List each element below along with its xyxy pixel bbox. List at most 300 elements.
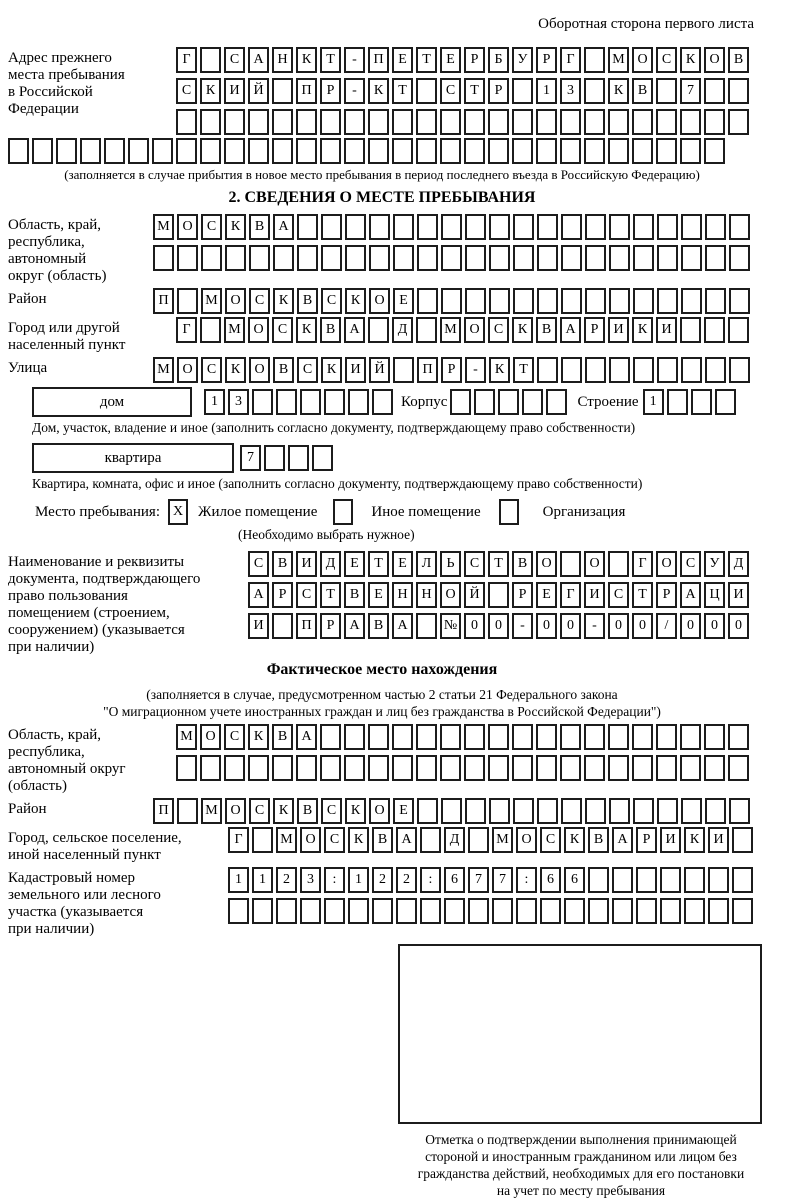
char-cell	[632, 138, 653, 164]
char-cell: М	[608, 47, 629, 73]
char-cell: М	[201, 798, 222, 824]
char-cell	[633, 288, 654, 314]
char-cell: Р	[584, 317, 605, 343]
back-side-note: Оборотная сторона первого листа	[538, 16, 754, 32]
char-cell: В	[272, 551, 293, 577]
char-cell: 0	[488, 613, 509, 639]
char-cell: 6	[444, 867, 465, 893]
char-cell	[536, 138, 557, 164]
char-cell	[680, 724, 701, 750]
char-cell	[249, 245, 270, 271]
char-cell: Т	[513, 357, 534, 383]
char-cell: Д	[728, 551, 749, 577]
actual-district-block	[8, 798, 756, 824]
char-cell	[177, 245, 198, 271]
char-cell: И	[248, 613, 269, 639]
char-cell	[417, 288, 438, 314]
char-cell: С	[249, 288, 270, 314]
char-cell	[608, 138, 629, 164]
char-cell	[513, 214, 534, 240]
char-cell: И	[660, 827, 681, 853]
char-cell: А	[392, 613, 413, 639]
prev-address-row-3	[176, 109, 749, 135]
district-label: Район	[8, 291, 47, 307]
prev-address-block	[8, 47, 756, 135]
char-cell	[273, 245, 294, 271]
char-cell	[729, 245, 750, 271]
char-cell: С	[248, 551, 269, 577]
char-cell	[392, 138, 413, 164]
actual-district-row	[153, 798, 750, 824]
label-line: республика,	[8, 234, 85, 250]
char-cell: Р	[636, 827, 657, 853]
stay-type-block	[35, 499, 756, 525]
document-row-1	[248, 551, 749, 577]
char-cell: 7	[680, 78, 701, 104]
char-cell: Н	[272, 47, 293, 73]
char-cell	[705, 357, 726, 383]
char-cell: М	[201, 288, 222, 314]
option-zhiloe-label: Жилое помещение	[198, 503, 318, 520]
actual-city-row	[228, 827, 753, 853]
char-cell	[248, 755, 269, 781]
char-cell: М	[153, 214, 174, 240]
char-cell	[200, 47, 221, 73]
char-cell	[732, 898, 753, 924]
char-cell	[564, 898, 585, 924]
char-cell: Е	[392, 47, 413, 73]
char-cell	[633, 357, 654, 383]
apartment-cells	[240, 445, 333, 471]
char-cell: Р	[272, 582, 293, 608]
char-cell	[681, 288, 702, 314]
char-cell: Р	[464, 47, 485, 73]
char-cell	[104, 138, 125, 164]
char-cell	[465, 214, 486, 240]
char-cell: К	[680, 47, 701, 73]
char-cell	[536, 724, 557, 750]
char-cell	[609, 245, 630, 271]
char-cell	[489, 288, 510, 314]
label-line: населенный пункт	[8, 337, 126, 353]
char-cell	[297, 214, 318, 240]
char-cell	[488, 138, 509, 164]
checkbox-inoe	[333, 499, 353, 525]
char-cell	[420, 898, 441, 924]
char-cell: Г	[560, 47, 581, 73]
char-cell: -	[344, 78, 365, 104]
char-cell	[176, 138, 197, 164]
char-cell	[252, 827, 273, 853]
char-cell: О	[248, 317, 269, 343]
char-cell	[128, 138, 149, 164]
char-cell: С	[201, 214, 222, 240]
char-cell: Н	[392, 582, 413, 608]
checkbox-organizatsiya	[499, 499, 519, 525]
label-line: Адрес прежнего	[8, 50, 112, 66]
char-cell	[368, 317, 389, 343]
char-cell: О	[369, 288, 390, 314]
actual-region-block	[8, 724, 756, 795]
char-cell	[560, 724, 581, 750]
char-cell: Т	[320, 47, 341, 73]
char-cell: Д	[320, 551, 341, 577]
char-cell	[252, 898, 273, 924]
char-cell: А	[612, 827, 633, 853]
char-cell	[537, 357, 558, 383]
char-cell: Г	[176, 317, 197, 343]
char-cell	[228, 898, 249, 924]
char-cell	[608, 551, 629, 577]
char-cell: И	[708, 827, 729, 853]
char-cell: Д	[444, 827, 465, 853]
char-cell	[561, 288, 582, 314]
label-line: при наличии)	[8, 639, 95, 655]
char-cell: В	[272, 724, 293, 750]
actual-region-label	[8, 724, 176, 795]
char-cell: :	[420, 867, 441, 893]
char-cell	[344, 138, 365, 164]
apartment-block	[32, 443, 756, 473]
char-cell	[729, 798, 750, 824]
char-cell	[657, 357, 678, 383]
label-line: Наименование и реквизиты	[8, 554, 185, 570]
char-cell: 1	[252, 867, 273, 893]
label-line: места пребывания	[8, 67, 125, 83]
char-cell: Д	[392, 317, 413, 343]
char-cell	[560, 109, 581, 135]
char-cell: 6	[540, 867, 561, 893]
char-cell: К	[225, 214, 246, 240]
char-cell: К	[489, 357, 510, 383]
char-cell	[152, 138, 173, 164]
char-cell	[441, 245, 462, 271]
char-cell	[729, 357, 750, 383]
char-cell	[498, 389, 519, 415]
char-cell	[540, 898, 561, 924]
char-cell	[176, 755, 197, 781]
char-cell: О	[177, 214, 198, 240]
char-cell	[516, 898, 537, 924]
char-cell	[272, 109, 293, 135]
region-rows	[153, 214, 750, 271]
char-cell	[344, 724, 365, 750]
char-cell	[704, 317, 725, 343]
char-cell: Т	[392, 78, 413, 104]
char-cell	[684, 867, 705, 893]
char-cell: О	[225, 288, 246, 314]
char-cell: -	[465, 357, 486, 383]
label-line: Федерации	[8, 101, 79, 117]
char-cell	[656, 138, 677, 164]
char-cell: Т	[488, 551, 509, 577]
char-cell: В	[320, 317, 341, 343]
char-cell: Р	[656, 582, 677, 608]
char-cell: О	[632, 47, 653, 73]
house-number-cells	[204, 389, 393, 415]
char-cell: Й	[248, 78, 269, 104]
char-cell	[312, 445, 333, 471]
char-cell	[348, 389, 369, 415]
registration-mark-box	[398, 944, 762, 1124]
char-cell: С	[176, 78, 197, 104]
char-cell	[560, 755, 581, 781]
char-cell	[441, 214, 462, 240]
label-line: документа, подтверждающего	[8, 571, 201, 587]
char-cell: Р	[320, 78, 341, 104]
char-cell: Е	[368, 582, 389, 608]
char-cell	[416, 138, 437, 164]
char-cell: У	[704, 551, 725, 577]
char-cell: 7	[468, 867, 489, 893]
label-line: участка (указывается	[8, 904, 144, 920]
char-cell: :	[324, 867, 345, 893]
char-cell	[464, 109, 485, 135]
char-cell	[32, 138, 53, 164]
char-cell	[636, 867, 657, 893]
char-cell: А	[296, 724, 317, 750]
char-cell: К	[684, 827, 705, 853]
char-cell	[704, 724, 725, 750]
char-cell: М	[153, 357, 174, 383]
char-cell: П	[153, 288, 174, 314]
label-line: земельного или лесного	[8, 887, 161, 903]
char-cell	[705, 214, 726, 240]
char-cell: 1	[204, 389, 225, 415]
char-cell	[8, 138, 29, 164]
char-cell	[656, 78, 677, 104]
char-cell: 0	[632, 613, 653, 639]
char-cell	[465, 245, 486, 271]
char-cell: О	[656, 551, 677, 577]
char-cell	[368, 138, 389, 164]
char-cell: 0	[536, 613, 557, 639]
char-cell	[248, 109, 269, 135]
char-cell	[296, 755, 317, 781]
char-cell	[681, 214, 702, 240]
char-cell: С	[321, 288, 342, 314]
char-cell	[225, 245, 246, 271]
char-cell: С	[608, 582, 629, 608]
char-cell: И	[296, 551, 317, 577]
char-cell	[392, 755, 413, 781]
char-cell: В	[512, 551, 533, 577]
char-cell: К	[273, 288, 294, 314]
char-cell	[708, 867, 729, 893]
char-cell: У	[512, 47, 533, 73]
char-cell: В	[297, 288, 318, 314]
char-cell: С	[201, 357, 222, 383]
char-cell	[440, 109, 461, 135]
char-cell	[656, 755, 677, 781]
label-line: автономный	[8, 251, 87, 267]
char-cell	[584, 78, 605, 104]
char-cell: О	[249, 357, 270, 383]
actual-location-title: Фактическое место нахождения	[266, 661, 498, 678]
char-cell: С	[297, 357, 318, 383]
char-cell	[667, 389, 688, 415]
char-cell	[657, 288, 678, 314]
char-cell	[348, 898, 369, 924]
char-cell	[609, 288, 630, 314]
label-line: при наличии)	[8, 921, 95, 937]
char-cell	[276, 389, 297, 415]
char-cell	[680, 109, 701, 135]
char-cell	[393, 245, 414, 271]
char-cell	[272, 755, 293, 781]
prev-address-label	[8, 47, 176, 118]
char-cell: К	[512, 317, 533, 343]
char-cell	[252, 389, 273, 415]
char-cell: В	[728, 47, 749, 73]
label-line: автономный округ	[8, 761, 126, 777]
label-line: Область, край,	[8, 217, 102, 233]
stay-type-hint: (Необходимо выбрать нужное)	[238, 527, 415, 542]
label-line: Город, сельское поселение,	[8, 830, 182, 846]
char-cell: 0	[728, 613, 749, 639]
char-cell	[609, 214, 630, 240]
char-cell	[612, 867, 633, 893]
char-cell	[417, 798, 438, 824]
char-cell	[704, 755, 725, 781]
option-organizatsiya-label: Организация	[542, 503, 626, 520]
region-block	[8, 214, 756, 285]
char-cell	[80, 138, 101, 164]
char-cell: А	[344, 613, 365, 639]
char-cell: П	[153, 798, 174, 824]
char-cell	[728, 109, 749, 135]
char-cell: 3	[560, 78, 581, 104]
char-cell	[680, 138, 701, 164]
char-cell	[417, 245, 438, 271]
label-line: сооружением) (указывается	[8, 622, 185, 638]
char-cell	[585, 245, 606, 271]
char-cell	[288, 445, 309, 471]
region-row-2	[153, 245, 750, 271]
char-cell	[657, 214, 678, 240]
char-cell	[728, 78, 749, 104]
char-cell	[324, 898, 345, 924]
char-cell	[608, 109, 629, 135]
char-cell	[488, 109, 509, 135]
char-cell: Г	[560, 582, 581, 608]
char-cell	[585, 288, 606, 314]
char-cell	[512, 724, 533, 750]
label-line: Отметка о подтверждении выполнения принимающей	[425, 1132, 737, 1147]
char-cell: 0	[704, 613, 725, 639]
char-cell	[368, 724, 389, 750]
char-cell	[512, 755, 533, 781]
char-cell	[441, 288, 462, 314]
char-cell	[320, 109, 341, 135]
actual-region-row-1	[176, 724, 749, 750]
char-cell	[728, 317, 749, 343]
stay-type-label: Место пребывания:	[35, 503, 160, 520]
label-line: стороной и иностранным гражданином или лицом без	[425, 1149, 737, 1164]
char-cell: К	[348, 827, 369, 853]
char-cell	[464, 138, 485, 164]
char-cell	[440, 138, 461, 164]
char-cell: С	[464, 551, 485, 577]
char-cell	[680, 317, 701, 343]
char-cell: -	[512, 613, 533, 639]
char-cell: И	[656, 317, 677, 343]
district-row	[153, 288, 750, 314]
stroenie-label: Строение	[577, 393, 639, 410]
char-cell	[416, 613, 437, 639]
char-cell	[416, 317, 437, 343]
char-cell: К	[296, 317, 317, 343]
char-cell: Е	[392, 551, 413, 577]
registration-mark-caption	[346, 1131, 800, 1199]
label-line: право пользования	[8, 588, 128, 604]
house-block	[32, 387, 756, 417]
label-line: на учет по месту пребывания	[496, 1183, 666, 1198]
char-cell: 0	[560, 613, 581, 639]
document-row-2	[248, 582, 749, 608]
char-cell	[656, 724, 677, 750]
char-cell: С	[296, 582, 317, 608]
char-cell: /	[656, 613, 677, 639]
house-type-box: дом	[32, 387, 192, 417]
char-cell	[369, 214, 390, 240]
char-cell: А	[396, 827, 417, 853]
char-cell: С	[321, 798, 342, 824]
char-cell	[320, 724, 341, 750]
char-cell	[474, 389, 495, 415]
char-cell	[708, 898, 729, 924]
char-cell	[705, 245, 726, 271]
char-cell	[632, 109, 653, 135]
char-cell: О	[516, 827, 537, 853]
label-line: "О миграционном учете иностранных граждан и лиц без гражданства в Российской Федерации")	[103, 704, 661, 719]
char-cell	[656, 109, 677, 135]
char-cell: Е	[344, 551, 365, 577]
city-row	[176, 317, 749, 343]
char-cell	[276, 898, 297, 924]
char-cell	[416, 755, 437, 781]
char-cell: О	[200, 724, 221, 750]
char-cell	[468, 827, 489, 853]
region-label	[8, 214, 153, 285]
document-label	[8, 551, 248, 656]
char-cell: А	[273, 214, 294, 240]
char-cell	[536, 755, 557, 781]
char-cell: П	[296, 613, 317, 639]
char-cell: 1	[348, 867, 369, 893]
char-cell: О	[536, 551, 557, 577]
char-cell: С	[224, 724, 245, 750]
char-cell	[584, 138, 605, 164]
char-cell: 0	[464, 613, 485, 639]
char-cell	[56, 138, 77, 164]
label-line: (область)	[8, 778, 67, 794]
char-cell: М	[492, 827, 513, 853]
char-cell	[588, 867, 609, 893]
char-cell	[489, 798, 510, 824]
char-cell: Е	[536, 582, 557, 608]
char-cell: Т	[464, 78, 485, 104]
cadastral-row-2	[228, 898, 753, 924]
char-cell	[300, 898, 321, 924]
char-cell	[393, 214, 414, 240]
label-line: Кадастровый номер	[8, 870, 135, 886]
char-cell: Т	[632, 582, 653, 608]
korpus-label: Корпус	[401, 393, 448, 410]
char-cell: Й	[464, 582, 485, 608]
region-row-1	[153, 214, 750, 240]
char-cell: В	[588, 827, 609, 853]
